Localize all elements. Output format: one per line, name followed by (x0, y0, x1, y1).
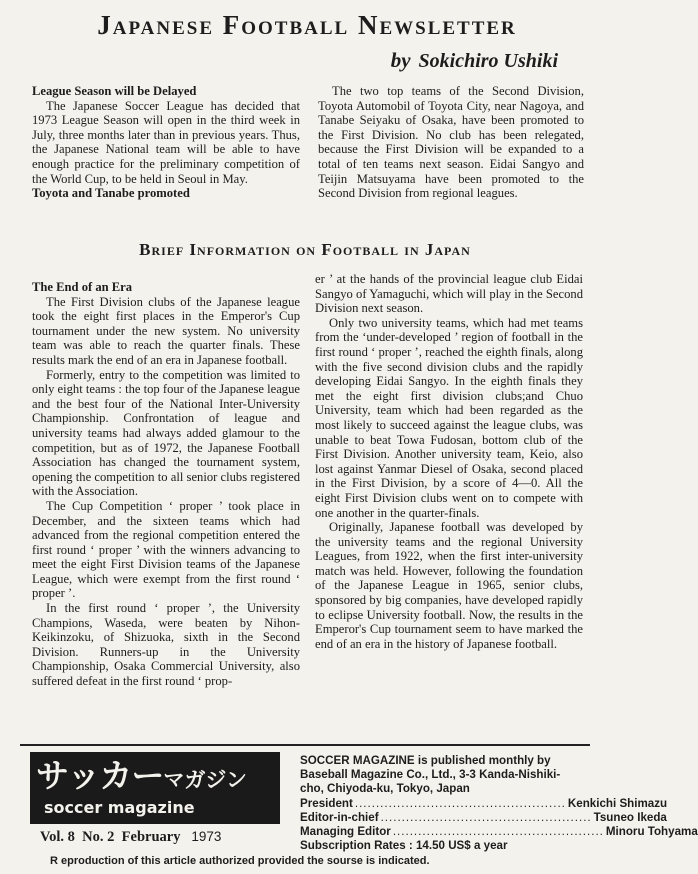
section-title: Brief Information on Football in Japan (139, 240, 471, 259)
paragraph-originally: Originally, Japanese football was developed by the university teams and the regional University Leagues, from 1922, when the first inter-university match was held. However, following the foundation of the Japanese League in 1965, senior clubs, sponsored by big companies, have developed rapidly to eclipse University football. Now, the results in the Emperor's Cup tournament seem to have marked the end of an era in the history of Japanese football. (315, 520, 583, 651)
managing-editor-row (300, 825, 698, 839)
managing-editor-name: Minoru Tohyama (605, 825, 698, 839)
subscription-rates: Subscription Rates : 14.50 US$ a year (300, 839, 508, 853)
president-name: Kenkichi Shimazu (567, 796, 668, 810)
dot-leader: .................................................. (380, 810, 592, 824)
editor-name: Tsuneo Ikeda (593, 810, 667, 824)
byline (391, 48, 558, 73)
president-label: President (300, 796, 353, 810)
editor-row (300, 810, 667, 825)
divider-rule (20, 744, 590, 746)
dot-leader: .................................................. (392, 825, 604, 839)
logo-japanese (36, 756, 276, 800)
issue-number: No. 2 (82, 829, 115, 845)
volume-line (40, 828, 290, 846)
editor-label: Editor-in-chief (300, 810, 379, 824)
column-bottom-right (315, 272, 583, 651)
column-bottom-left (32, 280, 300, 689)
soccer-magazine-logo (30, 752, 280, 824)
info-line-2: Baseball Magazine Co., Ltd., 3-3 Kanda-Nishiki- (300, 768, 561, 782)
president-row (300, 796, 668, 811)
newsletter-title: Japanese Football Newsletter (97, 10, 517, 40)
heading-toyota-tanabe: Toyota and Tanabe promoted (32, 186, 190, 201)
dot-leader: .................................................. (354, 796, 566, 810)
paragraph-end-of-era-3: The Cup Competition ‘ proper ’ took place in December, and the sixteen teams which had advanced from the regional competition entered the first round ‘ proper ’ with the winners advancing to meet the eight First Division teams of the Japanese League, which were exempt from the first round ‘ proper ’. (32, 498, 300, 601)
paragraph-end-of-era-1: The First Division clubs of the Japanese league took the eight first places in the Emperor's Cup tournament under the new system. No university team was able to reach the quarter finals. These results mark the end of an era in Japanese football. (32, 294, 300, 367)
heading-league-season: League Season will be Delayed (32, 84, 197, 98)
logo-japanese-small: マガジン (163, 768, 247, 792)
publication-info (300, 754, 698, 853)
info-line-1: SOCCER MAGAZINE is published monthly by (300, 754, 551, 767)
logo-japanese-big: サッカー (36, 756, 164, 795)
paragraph-continued: er ’ at the hands of the provincial league club Eidai Sangyo of Yamaguchi, which will play in the Second Division next season. (315, 272, 583, 316)
column-top-left (32, 84, 300, 201)
paragraph-promotion: The two top teams of the Second Division, Toyota Automobil of Toyota City, near Nagoya, and Tanabe Seiyaku of Osaka, have been promoted to the First Division. No club has been relegated, because the First Division will be expanded to a total of ten teams next season. Eidai Sangyo and Teijin Matsuyama have been promoted to the Second Division from regional leagues. (318, 84, 584, 201)
info-line-3: cho, Chiyoda-ku, Tokyo, Japan (300, 782, 470, 796)
paragraph-end-of-era-2: Formerly, entry to the competition was limited to only eight teams : the top four of the Japanese league and the best four of the National Inter-University Championship. Confrontation of league and university teams had always added glamour to the competition, but as of 1972, the Japanese Football Association has changed the tournament system, opening the competition to all senior clubs registered with the Association. (32, 367, 300, 499)
logo-english: soccer magazine (44, 798, 195, 817)
paragraph-end-of-era-4: In the first round ‘ proper ’, the University Champions, Waseda, were beaten by Nihon-Keikinzoku, of Shizuoka, sixth in the Second Division. Runners-up in the University Championship, Osaka Commercial University, also suffered defeat in the first round ‘ prop- (32, 601, 300, 689)
heading-end-of-era: The End of an Era (32, 280, 133, 294)
issue-month: February (121, 829, 181, 845)
author-name: Sokichiro Ushiki (418, 50, 558, 72)
issue-year: 1973 (191, 829, 222, 844)
volume-number: Vol. 8 (40, 829, 75, 845)
byline-by: by (390, 48, 411, 72)
paragraph-league-season: The Japanese Soccer League has decided that 1973 League Season will open in the third week in July, three months later than in previous years. Thus, the Japanese National team will be able to have enough practice for the preliminary competition of the World Cup, to be held in Seoul in May. (32, 98, 300, 186)
column-top-right (318, 84, 584, 201)
managing-editor-label: Managing Editor (300, 825, 391, 839)
paragraph-university-teams: Only two university teams, which had met teams from the ‘under-developed ’ region of football in the first round ‘ proper ’, reached the eighth finals, along with the five second division clubs and the rapidly developing Eidai Sangyo. In the eighth finals they met the eight first division clubs;and Chuo University, team which had been regarded as the most likely to succeed against the league clubs, was unable to beat Towa Fudosan, bottom club of the First Division. Another university team, Keio, also lost against Yanmar Diesel of Osaka, second placed in the First Division, by a score of 4—0. All the eight First Division clubs went on to compete with one another in the quarter-finals. (315, 315, 583, 520)
reproduction-notice: R eproduction of this article authorized provided the sourse is indicated. (50, 855, 430, 867)
